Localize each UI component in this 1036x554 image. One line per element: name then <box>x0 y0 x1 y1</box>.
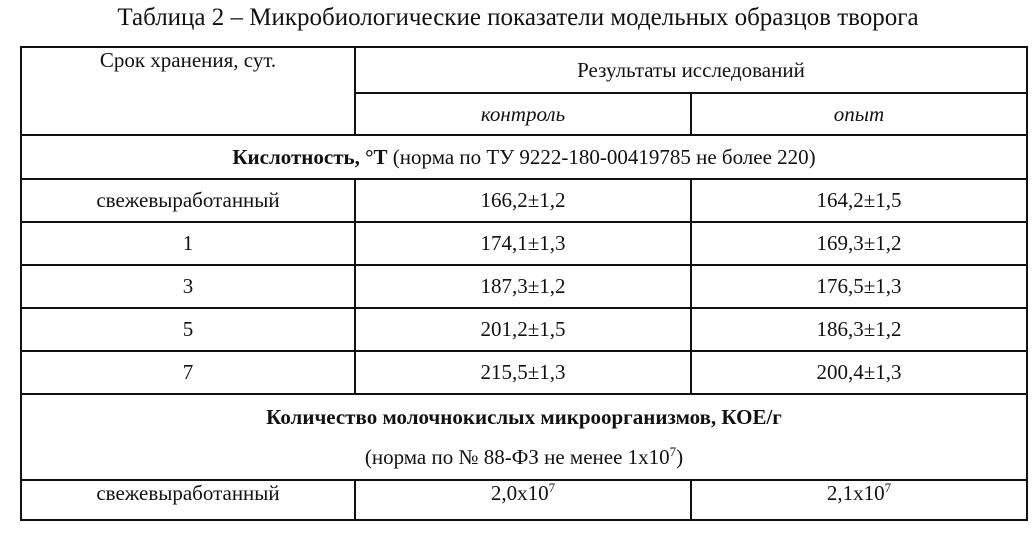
cell-experiment: 186,3±1,2 <box>691 308 1027 351</box>
cell-experiment: 176,5±1,3 <box>691 265 1027 308</box>
results-table <box>20 46 1028 521</box>
table-row <box>21 265 1027 308</box>
header-experiment: опыт <box>691 93 1027 135</box>
cell-control: 215,5±1,3 <box>355 351 691 394</box>
cell-period: 5 <box>21 308 355 351</box>
table-caption: Таблица 2 – Микробиологические показатели модельных образцов творога <box>117 4 919 31</box>
cell-experiment: 169,3±1,2 <box>691 222 1027 265</box>
table-row <box>21 480 1027 520</box>
cell-experiment: 200,4±1,3 <box>691 351 1027 394</box>
section-microbes-row <box>21 394 1027 480</box>
section-acidity-title: Кислотность, °Т <box>232 144 388 169</box>
experiment-exponent: 7 <box>884 480 892 495</box>
section-microbes <box>21 394 1027 480</box>
header-row <box>21 47 1027 93</box>
cell-control <box>355 480 691 520</box>
experiment-base: 2,1х10 <box>826 481 885 505</box>
section-microbes-norm <box>22 437 1026 477</box>
cell-period: свежевыработанный <box>21 480 355 520</box>
table-row <box>21 308 1027 351</box>
cell-period: 1 <box>21 222 355 265</box>
cell-experiment: 164,2±1,5 <box>691 179 1027 222</box>
norm-prefix: (норма по № 88-ФЗ не менее 1х10 <box>364 445 670 469</box>
cell-period: 7 <box>21 351 355 394</box>
control-exponent: 7 <box>548 480 556 495</box>
table-row <box>21 222 1027 265</box>
header-period: Срок хранения, сут. <box>21 47 355 135</box>
cell-experiment <box>691 480 1027 520</box>
cell-control: 174,1±1,3 <box>355 222 691 265</box>
header-control: контроль <box>355 93 691 135</box>
cell-control: 166,2±1,2 <box>355 179 691 222</box>
header-results: Результаты исследований <box>355 47 1027 93</box>
section-acidity <box>21 135 1027 179</box>
cell-control: 187,3±1,2 <box>355 265 691 308</box>
cell-period: 3 <box>21 265 355 308</box>
table-row <box>21 179 1027 222</box>
section-microbes-title: Количество молочнокислых микроорганизмов, КОЕ/г <box>266 405 782 429</box>
table-row <box>21 351 1027 394</box>
norm-suffix: ) <box>676 445 684 469</box>
cell-period: свежевыработанный <box>21 179 355 222</box>
section-acidity-norm: (норма по ТУ 9222-180-00419785 не более 220) <box>387 144 816 169</box>
norm-exponent: 7 <box>669 444 677 459</box>
control-base: 2,0х10 <box>490 481 549 505</box>
cell-control: 201,2±1,5 <box>355 308 691 351</box>
section-acidity-row <box>21 135 1027 179</box>
